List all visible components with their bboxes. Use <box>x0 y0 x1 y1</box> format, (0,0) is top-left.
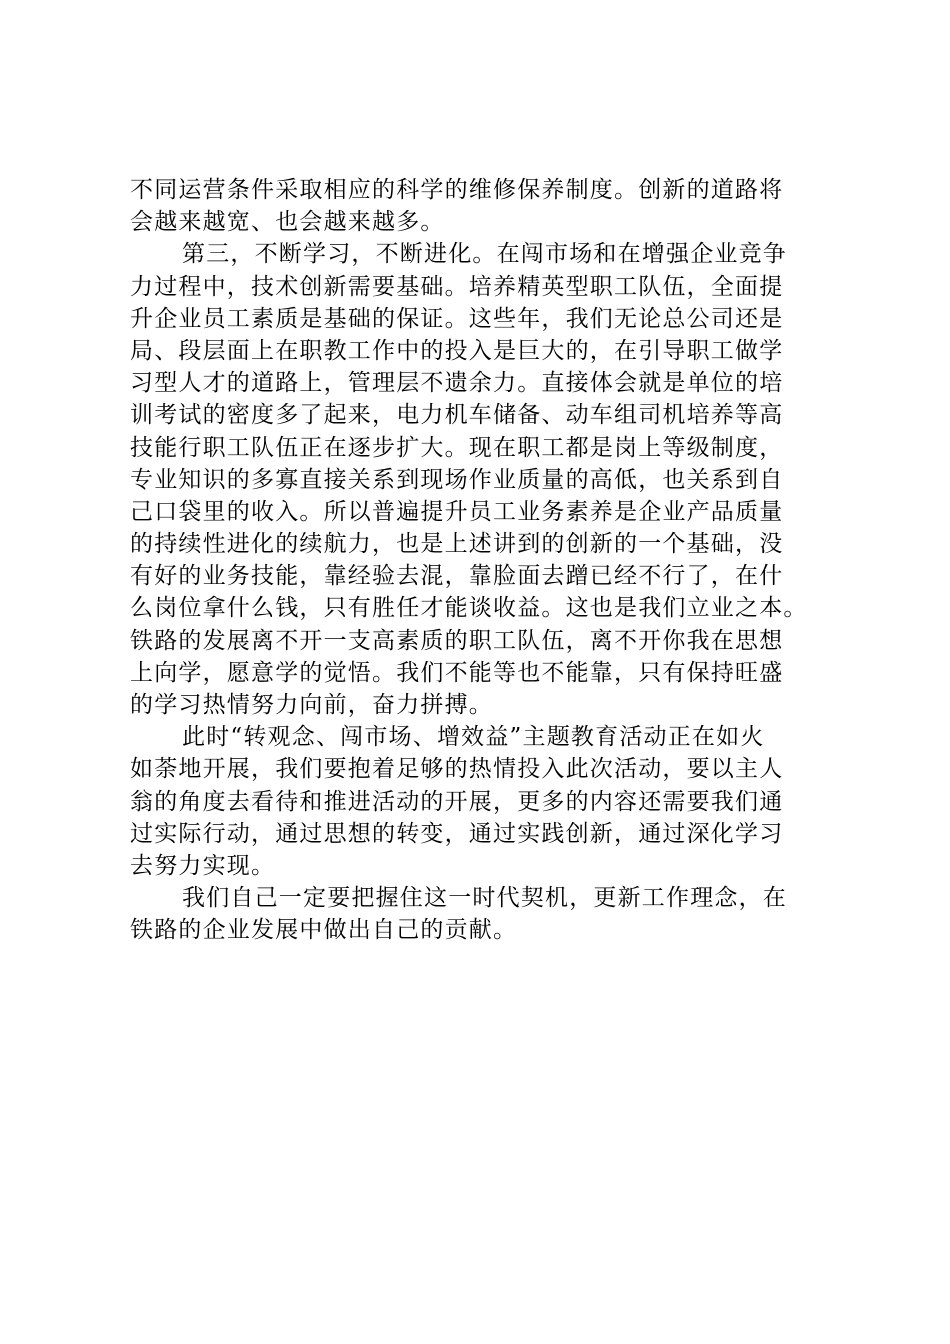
text-line: 铁路的发展离不开一支高素质的职工队伍，离不开你我在思想 <box>130 627 784 654</box>
text-line: 过实际行动，通过思想的转变，通过实践创新，通过深化学习 <box>130 820 784 847</box>
text-line: 己口袋里的收入。所以普遍提升员工业务素养是企业产品质量 <box>130 498 784 525</box>
text-line: 翁的角度去看待和推进活动的开展，更多的内容还需要我们通 <box>130 788 784 815</box>
text-line: 的持续性进化的续航力，也是上述讲到的创新的一个基础，没 <box>130 531 784 558</box>
text-line: 此时“转观念、闯市场、增效益”主题教育活动正在如火 <box>182 724 765 751</box>
text-line: 升企业员工素质是基础的保证。这些年，我们无论总公司还是 <box>130 305 784 332</box>
text-line: 局、段层面上在职教工作中的投入是巨大的，在引导职工做学 <box>130 337 784 364</box>
text-line: 如荼地开展，我们要抱着足够的热情投入此次活动，要以主人 <box>130 756 784 783</box>
text-line: 铁路的企业发展中做出自己的贡献。 <box>130 917 518 944</box>
body-text <box>130 174 830 947</box>
text-line: 技能行职工队伍正在逐步扩大。现在职工都是岗上等级制度， <box>130 434 784 461</box>
text-line: 会越来越宽、也会越来越多。 <box>130 209 445 236</box>
text-line: 去努力实现。 <box>130 852 276 879</box>
text-line: 么岗位拿什么钱，只有胜任才能谈收益。这也是我们立业之本。 <box>130 595 808 622</box>
text-line: 训考试的密度多了起来，电力机车储备、动车组司机培养等高 <box>130 402 784 429</box>
text-line: 我们自己一定要把握住这一时代契机，更新工作理念，在 <box>182 885 787 912</box>
text-line: 力过程中，技术创新需要基础。培养精英型职工队伍，全面提 <box>130 273 784 300</box>
text-line: 有好的业务技能，靠经验去混，靠脸面去蹭已经不行了，在什 <box>130 563 784 590</box>
text-line: 不同运营条件采取相应的科学的维修保养制度。创新的道路将 <box>130 177 784 203</box>
text-line: 专业知识的多寡直接关系到现场作业质量的高低，也关系到自 <box>130 466 784 493</box>
text-line: 习型人才的道路上，管理层不遗余力。直接体会就是单位的培 <box>130 370 784 397</box>
text-line: 的学习热情努力向前，奋力拼搏。 <box>130 692 493 718</box>
text-line: 第三，不断学习，不断进化。在闯市场和在增强企业竞争 <box>182 241 787 268</box>
text-line: 上向学，愿意学的觉悟。我们不能等也不能靠，只有保持旺盛 <box>130 659 784 686</box>
